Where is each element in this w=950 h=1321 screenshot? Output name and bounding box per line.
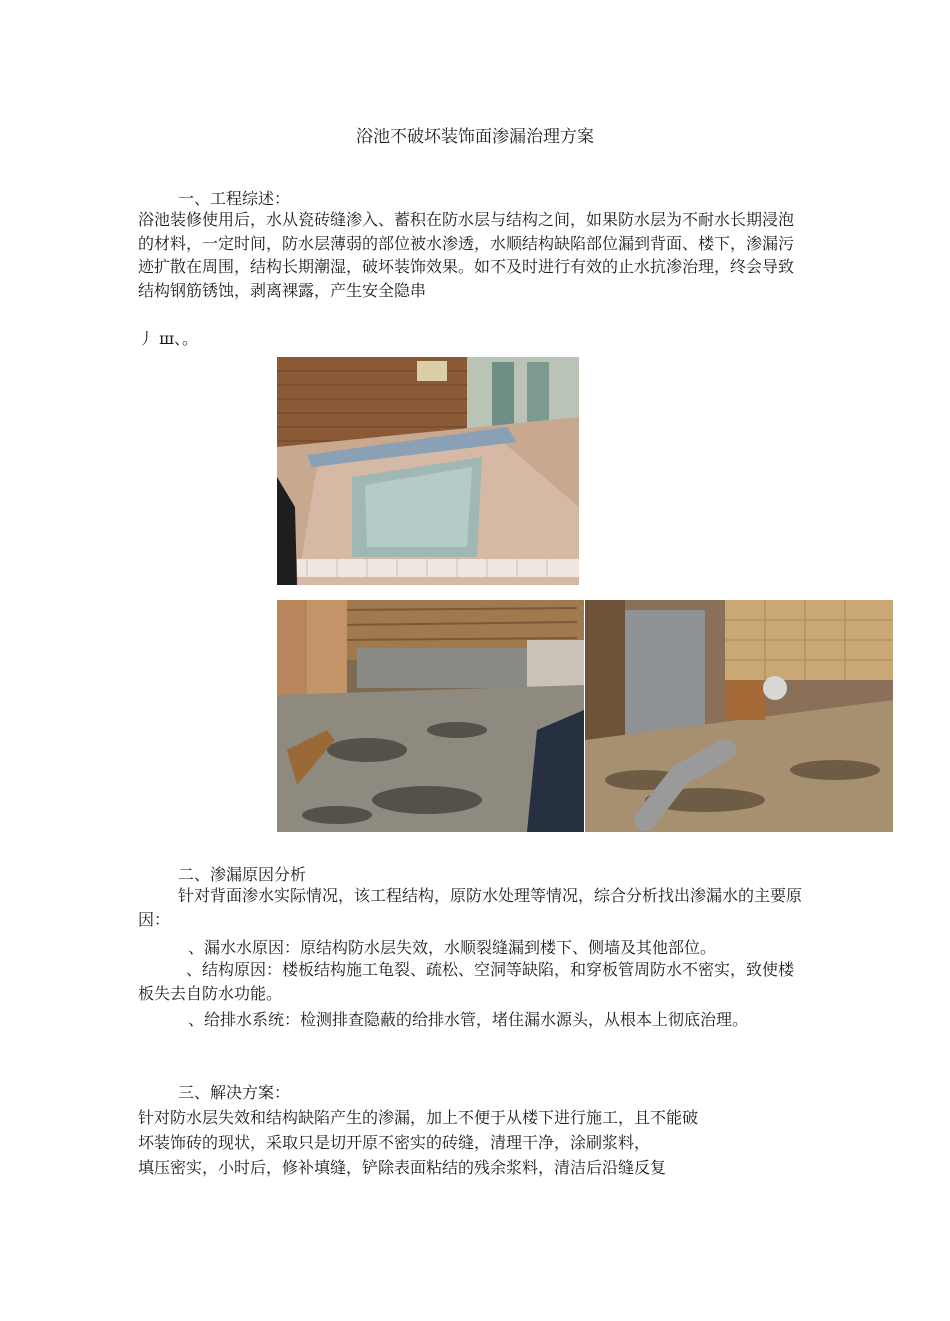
section1-heading: 一、工程综述：	[178, 189, 291, 208]
section2-item3: 、给排水系统：检测排查隐蔽的给排水管，堵住漏水源头，从根本上彻底治理。	[188, 1010, 749, 1029]
page-title: 浴池不破坏装饰面渗漏治理方案	[356, 127, 594, 147]
section3-line2: 坏装饰砖的现状，采取只是切开原不密实的砖缝，清理干净，涂刷浆料，	[138, 1133, 651, 1152]
damage-photo-left	[277, 600, 584, 832]
section3-line1: 针对防水层失效和结构缺陷产生的渗漏，加上不便于从楼下进行施工，且不能破	[138, 1108, 699, 1127]
section3-line3: 填压密实，小时后，修补填缝，铲除表面粘结的残余浆料，清洁后沿缝反复	[138, 1158, 667, 1177]
section2-item1: 、漏水水原因：原结构防水层失效，水顺裂缝漏到楼下、侧墙及其他部位。	[188, 938, 717, 957]
damage-photo-right	[585, 600, 893, 832]
pool-photo	[277, 357, 579, 585]
section2-heading: 二、渗漏原因分析	[178, 865, 307, 884]
section3-heading: 三、解决方案：	[178, 1083, 291, 1102]
section2-intro: 针对背面渗水实际情况，该工程结构，原防水处理等情况，综合分析找出渗漏水的主要原因：	[138, 886, 803, 929]
section1-tail: 丿 ш、。	[138, 329, 198, 348]
section1-body: 浴池装修使用后，水从瓷砖缝渗入、蓄积在防水层与结构之间，如果防水层为不耐水长期浸泡的材料，一定时间，防水层薄弱的部位被水渗透，水顺结构缺陷部位漏到背面、楼下，渗漏污迹扩散在周围，结构长期潮湿，破坏装饰效果。如不及时进行有效的止水抗渗治理，终会导致结构钢筋锈蚀，剥离裸露，产生安全隐串	[138, 210, 795, 300]
section2-item2: 、结构原因：楼板结构施工龟裂、疏松、空洞等缺陷，和穿板管周防水不密实，致使楼板失去自防水功能。	[138, 960, 795, 1003]
